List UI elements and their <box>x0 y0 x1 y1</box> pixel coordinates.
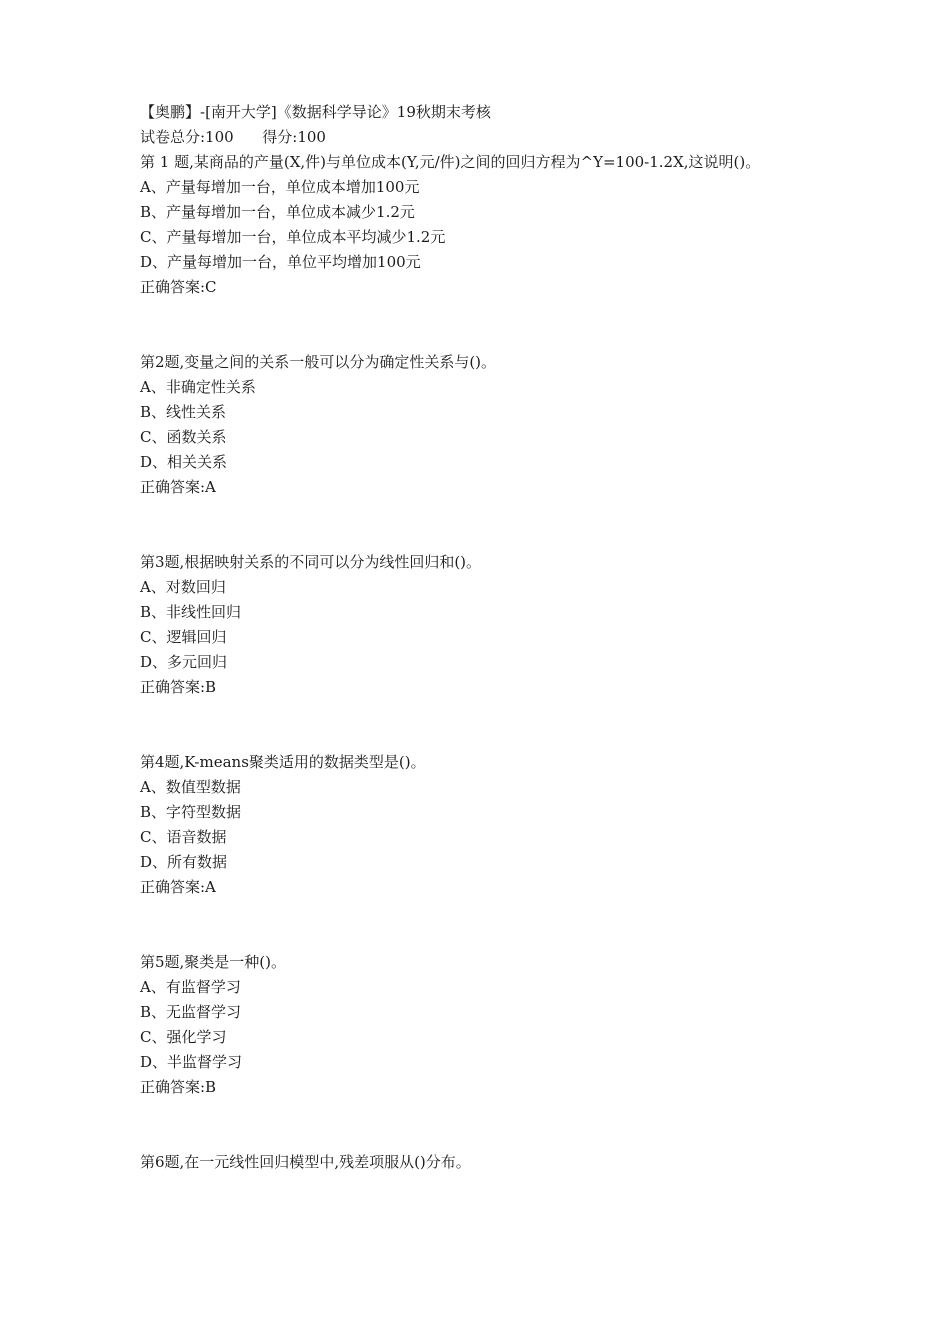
option-b: B、产量每增加一台，单位成本减少1.2元 <box>140 203 415 221</box>
option-c: C、产量每增加一台，单位成本平均减少1.2元 <box>140 228 446 246</box>
document-title: 【奥鹏】-[南开大学]《数据科学导论》19秋期末考核 <box>140 103 491 121</box>
spacer <box>140 500 820 550</box>
question-stem: 第4题,K-means聚类适用的数据类型是()。 <box>140 753 426 771</box>
correct-answer: 正确答案:B <box>140 1078 217 1096</box>
option-b: B、线性关系 <box>140 403 227 421</box>
document-page <box>140 100 820 1175</box>
option-a: A、产量每增加一台，单位成本增加100元 <box>140 178 420 196</box>
question-5 <box>140 950 820 1100</box>
question-stem: 第5题,聚类是一种()。 <box>140 953 287 971</box>
option-c: C、强化学习 <box>140 1028 227 1046</box>
option-d: D、产量每增加一台，单位平均增加100元 <box>140 253 421 271</box>
correct-answer: 正确答案:C <box>140 278 217 296</box>
spacer <box>140 300 820 350</box>
spacer <box>140 1100 820 1150</box>
question-4 <box>140 750 820 900</box>
question-stem: 第 1 题,某商品的产量(X,件)与单位成本(Y,元/件)之间的回归方程为^Y=100-1.2X,这说明()。 <box>140 153 761 171</box>
correct-answer: 正确答案:A <box>140 878 216 896</box>
correct-answer: 正确答案:A <box>140 478 216 496</box>
question-1 <box>140 150 820 300</box>
option-a: A、数值型数据 <box>140 778 241 796</box>
correct-answer: 正确答案:B <box>140 678 217 696</box>
option-b: B、字符型数据 <box>140 803 242 821</box>
question-2 <box>140 350 820 500</box>
option-c: C、函数关系 <box>140 428 227 446</box>
option-a: A、对数回归 <box>140 578 226 596</box>
option-b: B、非线性回归 <box>140 603 242 621</box>
question-3 <box>140 550 820 700</box>
spacer <box>140 700 820 750</box>
option-a: A、非确定性关系 <box>140 378 256 396</box>
option-d: D、所有数据 <box>140 853 228 871</box>
question-stem: 第2题,变量之间的关系一般可以分为确定性关系与()。 <box>140 353 497 371</box>
question-stem: 第3题,根据映射关系的不同可以分为线性回归和()。 <box>140 553 482 571</box>
score-line: 试卷总分:100 得分:100 <box>140 128 326 146</box>
question-stem: 第6题,在一元线性回归模型中,残差项服从()分布。 <box>140 1153 471 1171</box>
option-b: B、无监督学习 <box>140 1003 242 1021</box>
option-d: D、相关关系 <box>140 453 228 471</box>
option-a: A、有监督学习 <box>140 978 241 996</box>
spacer <box>140 900 820 950</box>
option-c: C、逻辑回归 <box>140 628 227 646</box>
option-d: D、多元回归 <box>140 653 228 671</box>
option-d: D、半监督学习 <box>140 1053 243 1071</box>
option-c: C、语音数据 <box>140 828 227 846</box>
question-6 <box>140 1150 820 1175</box>
